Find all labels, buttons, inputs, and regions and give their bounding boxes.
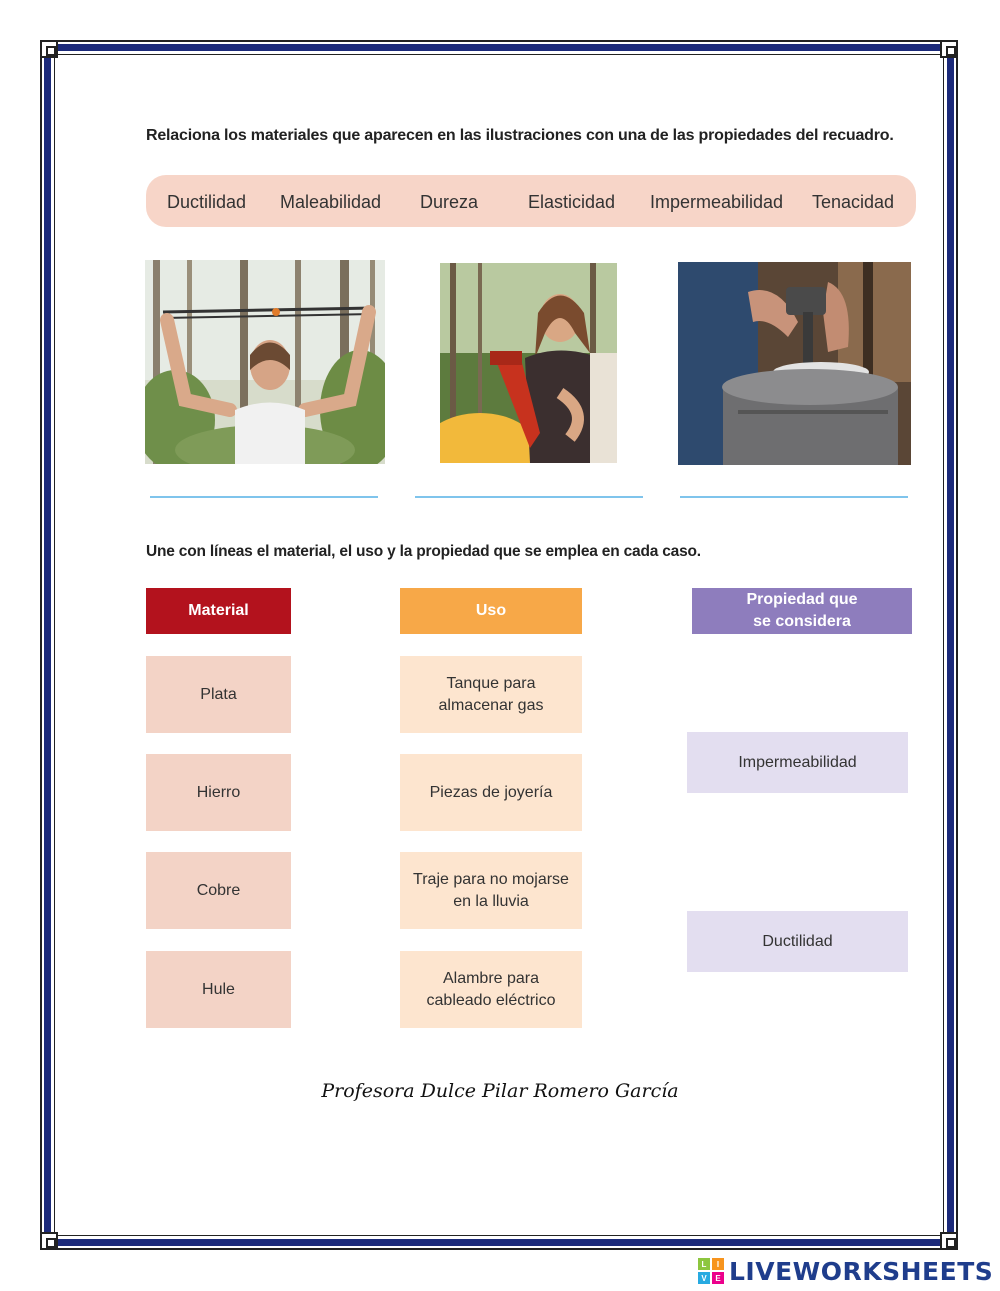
answer-line-3[interactable] [680, 496, 908, 498]
liveworksheets-logo [698, 1256, 993, 1286]
page-border-inner [54, 54, 944, 1236]
uso-traje-lluvia[interactable]: Traje para no mojarse en la lluvia [400, 852, 582, 929]
property-ductilidad: Ductilidad [167, 192, 247, 212]
border-corner-ornament [40, 1232, 58, 1250]
property-elasticidad: Elasticidad [528, 192, 616, 212]
properties-box [146, 175, 916, 227]
uso-alambre-cableado[interactable]: Alambre para cableado eléctrico [400, 951, 582, 1028]
logo-text: LIVEWORKSHEETS [729, 1256, 994, 1286]
border-corner-ornament [940, 1232, 958, 1250]
propiedad-ductilidad[interactable]: Ductilidad [687, 911, 908, 972]
border-corner-ornament [940, 40, 958, 58]
answer-line-2[interactable] [415, 496, 643, 498]
instruction-relate: Relaciona los materiales que aparecen en las ilustraciones con una de las propiedades del recuadro. [146, 127, 894, 144]
header-material: Material [146, 588, 291, 634]
uso-tanque-gas[interactable]: Tanque para almacenar gas [400, 656, 582, 733]
propiedad-impermeabilidad[interactable]: Impermeabilidad [687, 732, 908, 793]
logo-squares-icon: L I V E [698, 1258, 724, 1284]
answer-line-1[interactable] [150, 496, 378, 498]
material-hule[interactable]: Hule [146, 951, 291, 1028]
material-cobre[interactable]: Cobre [146, 852, 291, 929]
photo-anvil [678, 262, 911, 465]
property-maleabilidad: Maleabilidad [280, 192, 382, 212]
property-tenacidad: Tenacidad [812, 192, 895, 212]
header-propiedad: Propiedad que se considera [692, 588, 912, 634]
material-hierro[interactable]: Hierro [146, 754, 291, 831]
property-dureza: Dureza [420, 192, 479, 212]
header-uso: Uso [400, 588, 582, 634]
photo-elastic-band [145, 260, 385, 464]
material-plata[interactable]: Plata [146, 656, 291, 733]
property-impermeabilidad: Impermeabilidad [650, 192, 784, 212]
author-signature: Profesora Dulce Pilar Romero García [321, 1080, 679, 1102]
photo-thermos [440, 263, 617, 463]
instruction-match: Une con líneas el material, el uso y la propiedad que se emplea en cada caso. [146, 543, 701, 560]
border-corner-ornament [40, 40, 58, 58]
uso-joyeria[interactable]: Piezas de joyería [400, 754, 582, 831]
